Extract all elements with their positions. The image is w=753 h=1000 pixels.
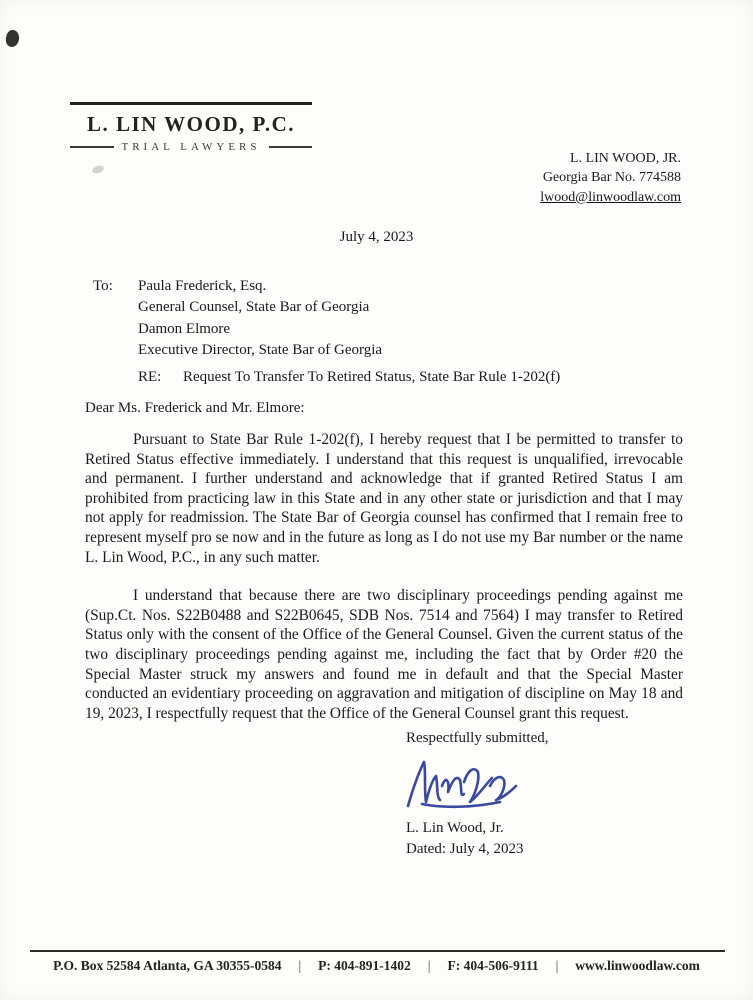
recipient-lines: [138, 276, 382, 361]
tagline-rule-right: [269, 146, 313, 148]
recipient-line: Damon Elmore: [138, 320, 231, 337]
recipient-line: Executive Director, State Bar of Georgia: [138, 341, 383, 358]
re-label: RE:: [138, 369, 162, 385]
body-paragraph-1: Pursuant to State Bar Rule 1-202(f), I hereby request that I be permitted to transfer to Retired Status effective immediately. I understand that this request is unqualified, irrevocable and permanent. I further understand and acknowledge that if granted Retired Status I am prohibited from practicing law in this State and in any other state or jurisdiction and that I may not apply for readmission. The State Bar of Georgia counsel has confirmed that I remain free to represent myself pro se now and in the future as long as I do not use my Bar number or the name L. Lin Wood, P.C., in any such matter.: [85, 431, 683, 566]
firm-tagline-row: [70, 141, 312, 153]
recipient-line: General Counsel, State Bar of Georgia: [138, 299, 370, 316]
letter-body: [85, 430, 683, 723]
contact-block: [540, 149, 681, 207]
salutation: Dear Ms. Frederick and Mr. Elmore:: [85, 400, 305, 416]
scan-artifact-smudge: [91, 164, 105, 174]
dated-line: Dated: July 4, 2023: [406, 840, 524, 857]
recipient-block: [93, 276, 382, 361]
to-label: To:: [93, 278, 113, 294]
respectfully-line: Respectfully submitted,: [406, 730, 549, 746]
re-text: Request To Transfer To Retired Status, State Bar Rule 1-202(f): [183, 369, 561, 385]
footer-separator: |: [298, 958, 302, 973]
attorney-name: L. LIN WOOD, JR.: [570, 151, 681, 166]
signer-name: L. Lin Wood, Jr.: [406, 820, 504, 837]
re-block: [138, 369, 560, 386]
signature-scribble: [402, 756, 522, 814]
footer-phone: P: 404-891-1402: [318, 958, 411, 973]
footer-rule: [30, 950, 725, 952]
footer-address: P.O. Box 52584 Atlanta, GA 30355-0584: [53, 958, 282, 973]
closing-block: [406, 728, 548, 859]
footer: [0, 958, 753, 974]
bar-number: Georgia Bar No. 774588: [542, 170, 681, 186]
firm-name: L. LIN WOOD, P.C.: [70, 102, 312, 137]
tagline-rule-left: [70, 146, 114, 148]
email-link[interactable]: lwood@linwoodlaw.com: [540, 189, 681, 205]
body-paragraph-2: I understand that because there are two disciplinary proceedings pending against me (Sup.Ct. Nos. S22B0488 and S22B0645, SDB Nos. 7514 and 7564) I may transfer to Retired Status only with the consent of the Office of the General Counsel. Given the current status of the two disciplinary proceedings pending against me, including the fact that by Order #20 the Special Master struck my answers and found me in default and that the Special Master conducted an evidentiary proceeding on aggravation and mitigation of discipline on May 18 and 19, 2023, I respectfully request that the Office of the General Counsel grant this request.: [85, 587, 683, 722]
footer-separator: |: [427, 958, 431, 973]
firm-tagline: TRIAL LAWYERS: [121, 141, 261, 153]
letter-date: July 4, 2023: [339, 229, 414, 245]
signature: [402, 756, 548, 814]
footer-website: www.linwoodlaw.com: [575, 958, 700, 973]
footer-separator: |: [555, 958, 559, 973]
letterhead: [70, 102, 312, 153]
scan-artifact-top-left: [4, 29, 20, 48]
footer-fax: F: 404-506-9111: [447, 958, 539, 973]
recipient-line: Paula Frederick, Esq.: [138, 278, 267, 294]
